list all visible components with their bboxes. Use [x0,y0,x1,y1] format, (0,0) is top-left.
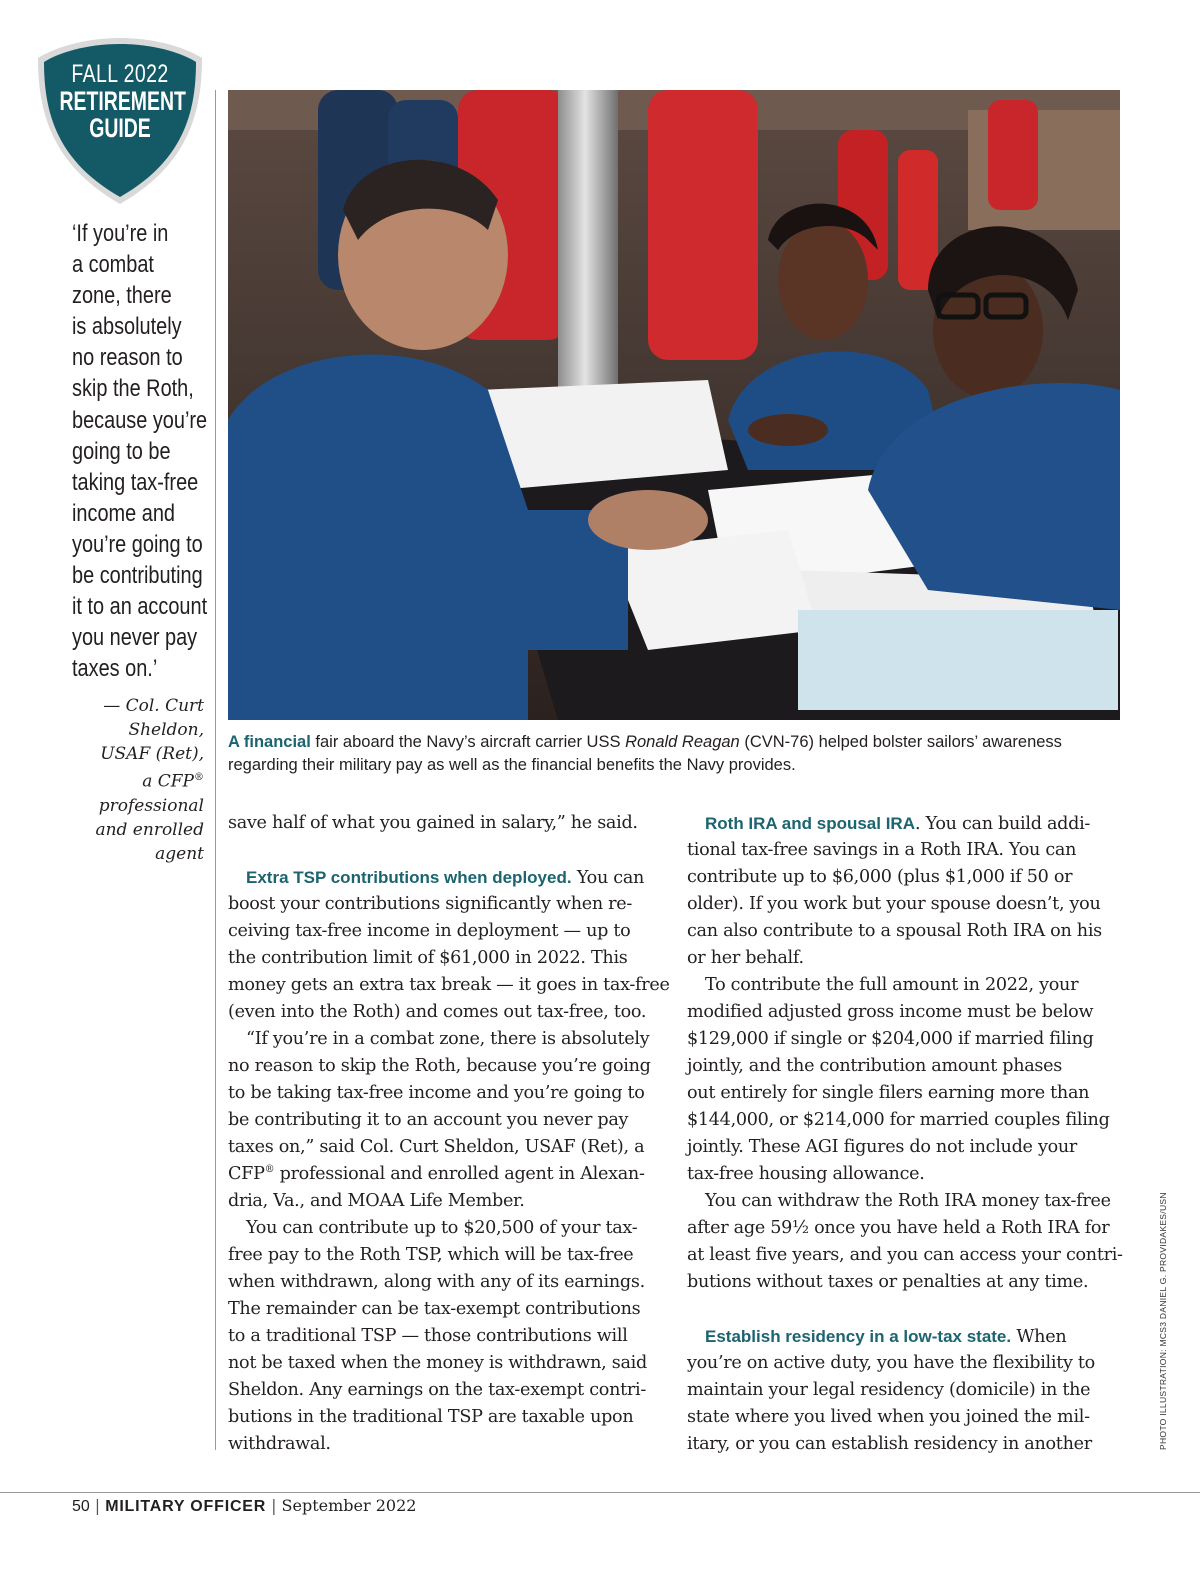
pull-quote-line: it to an account [72,593,208,621]
body-line: dria, Va., and MOAA Life Member. [228,1191,525,1211]
issue-date: September 2022 [281,1496,417,1515]
body-line: save half of what you gained in salary,” he said. [228,813,638,833]
body-line: after age 59½ once you have held a Roth IRA for [687,1218,1110,1238]
caption-ship-name: Ronald Reagan [625,733,740,751]
photo-caption [228,731,1128,777]
body-line: jointly, and the contribution amount phases [687,1056,1063,1076]
pull-quote-line: is absolutely [72,313,182,341]
column-divider [215,90,216,1450]
body-line: “If you’re in a combat zone, there is absolutely [246,1029,650,1049]
body-line: can also contribute to a spousal Roth IRA on his [687,921,1102,941]
attribution-line: a CFP® [142,771,204,792]
body-column-left [228,810,668,1458]
body-line: the contribution limit of $61,000 in 2022. This [228,948,628,968]
body-line: You can withdraw the Roth IRA money tax-free [705,1191,1111,1211]
body-line: jointly. These AGI figures do not include your [687,1137,1078,1157]
body-line: The remainder can be tax-exempt contributions [228,1299,641,1319]
body-line: tional tax-free savings in a Roth IRA. You can [687,840,1077,860]
caption-text: regarding their military pay as well as the financial benefits the Navy provides. [228,756,796,774]
body-line: you’re on active duty, you have the flexibility to [687,1353,1095,1373]
pull-quote-attribution [70,694,204,866]
body-line: or her behalf. [687,948,804,968]
page-number: 50 [72,1498,90,1515]
pull-quote-line: income and [72,499,175,527]
pull-quote-line: zone, there [72,282,172,310]
pull-quote-line: be contributing [72,562,203,590]
body-line: state where you lived when you joined the mil- [687,1407,1090,1427]
pull-quote-line: you’re going to [72,530,203,558]
body-line: tax-free housing allowance. [687,1164,925,1184]
pull-quote-line: skip the Roth, [72,375,194,403]
body-line: maintain your legal residency (domicile) in the [687,1380,1091,1400]
body-line: You can contribute up to $20,500 of your tax- [246,1218,638,1238]
body-line: older). If you work but your spouse doesn’t, you [687,894,1101,914]
magazine-name: MILITARY OFFICER [105,1498,267,1515]
body-line: butions without taxes or penalties at any time. [687,1272,1089,1292]
body-line: boost your contributions significantly when re- [228,894,633,914]
section-badge [36,36,204,206]
body-line: no reason to skip the Roth, because you’re going [228,1056,651,1076]
body-line: butions in the traditional TSP are taxable upon [228,1407,634,1427]
feature-photo [228,90,1120,720]
body-line: To contribute the full amount in 2022, your [705,975,1079,995]
attribution-line: USAF (Ret), [100,744,204,764]
pull-quote-line: no reason to [72,344,183,372]
footer-separator: | [94,1496,101,1515]
pull-quote-line: a combat [72,251,154,279]
pull-quote-line: you never pay [72,624,198,652]
subhead-roth-ira: Roth IRA and spousal IRA [705,814,915,833]
attribution-line: Sheldon, [128,720,204,740]
photo-illustration [228,90,1120,720]
pull-quote-line: because you’re [72,406,208,434]
body-line: when withdrawn, along with any of its earnings. [228,1272,645,1292]
caption-lead: A financial [228,733,311,751]
body-line: free pay to the Roth TSP, which will be tax-free [228,1245,634,1265]
attribution-line: — Col. Curt [103,696,204,716]
body-line: taxes on,” said Col. Curt Sheldon, USAF (Ret), a [228,1137,645,1157]
pull-quote [72,218,208,684]
attribution-line: and enrolled [95,819,204,840]
subhead-residency: Establish residency in a low-tax state. [705,1327,1012,1346]
body-line: $129,000 if single or $204,000 if married filing [687,1029,1094,1049]
body-line: to a traditional TSP — those contributions will [228,1326,628,1346]
body-line: money gets an extra tax break — it goes in tax-free [228,975,670,995]
caption-text: fair aboard the Navy’s aircraft carrier USS [310,733,626,751]
body-line: Roth IRA and spousal IRA. You can build addi- [705,814,1091,834]
footer-separator: | [271,1496,277,1515]
body-line: contribute up to $6,000 (plus $1,000 if 50 or [687,867,1073,887]
pull-quote-line: taxes on.’ [72,655,158,683]
body-line: to be taking tax-free income and you’re going to [228,1083,645,1103]
page-footer [72,1496,416,1516]
body-line: CFP® professional and enrolled agent in Alexan- [228,1164,645,1184]
caption-text: (CVN-76) helped bolster sailors’ awareness [739,733,1062,751]
body-line: ceiving tax-free income in deployment — up to [228,921,631,941]
body-line: at least five years, and you can access your contri- [687,1245,1123,1265]
pull-quote-line: ‘If you’re in [72,220,169,247]
attribution-line: agent [155,843,204,864]
body-line: be contributing it to an account you never pay [228,1110,629,1130]
body-line: not be taxed when the money is withdrawn, said [228,1353,647,1373]
body-line: (even into the Roth) and comes out tax-free, too. [228,1002,647,1022]
body-line: itary, or you can establish residency in another [687,1434,1092,1454]
body-line: $144,000, or $214,000 for married couples filing [687,1110,1110,1130]
body-line: Sheldon. Any earnings on the tax-exempt contri- [228,1380,646,1400]
body-line: modified adjusted gross income must be below [687,1002,1094,1022]
photo-credit: PHOTO ILLUSTRATION: MCS3 DANIEL G. PROVIDAKES/USN [1158,1192,1168,1450]
body-line: Establish residency in a low-tax state. When [705,1327,1067,1347]
pull-quote-line: going to be [72,437,171,465]
attribution-line: professional [98,795,204,816]
subhead-extra-tsp: Extra TSP contributions when deployed. [246,868,572,887]
body-line: Extra TSP contributions when deployed. You can [246,868,645,888]
pull-quote-line: taking tax-free [72,468,199,496]
badge-season: FALL 2022 [71,60,169,88]
badge-subtitle: GUIDE [89,113,151,143]
badge-title: RETIREMENT [59,86,186,116]
body-column-right [687,810,1127,1458]
body-line: withdrawal. [228,1434,331,1454]
footer-rule [0,1492,1200,1493]
body-line: out entirely for single filers earning more than [687,1083,1090,1103]
